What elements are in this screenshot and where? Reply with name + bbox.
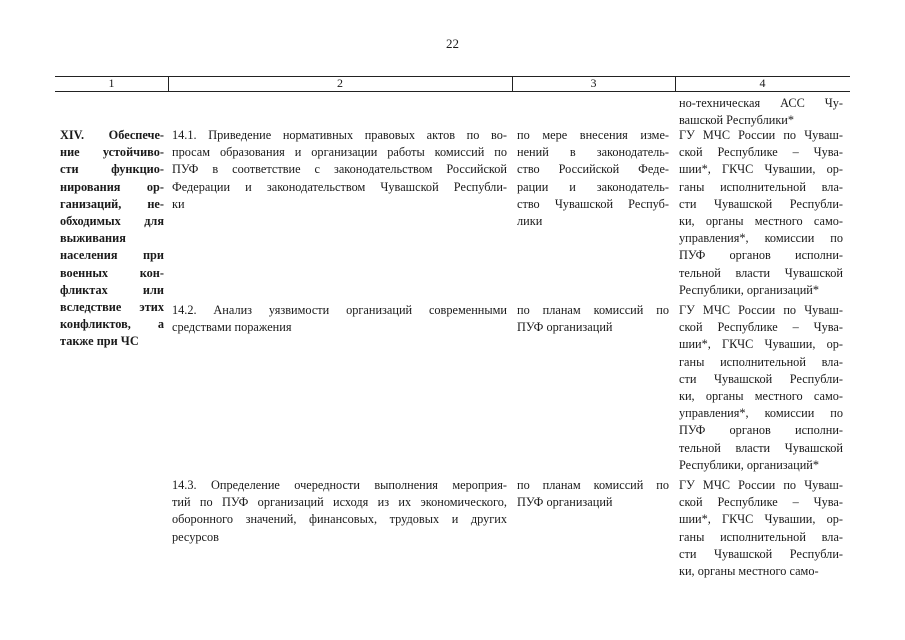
measure-cell-line: Федерации и законодательством Чувашской Республи- [172,179,507,194]
deadline-cell [517,127,669,230]
executors-cell-line: тельной власти Чувашской [679,265,843,280]
measure-cell-line: просам образования и организации работы комиссий по [172,145,507,160]
deadline-cell-line: лики [517,214,543,229]
executors-cell-line: ганы исполнительной вла- [679,529,843,544]
section-title-cell-line: вследствие этих [60,300,164,315]
section-title-cell-line: сти функцио- [60,162,164,177]
deadline-cell-line: рации и законодатель- [517,179,669,194]
section-title-cell-line: фликтах или [60,282,164,297]
executors-cell-line: шии*, ГКЧС Чувашии, ор- [679,512,843,527]
measure-cell-line: 14.1. Приведение нормативных правовых актов по во- [172,128,507,142]
measure-cell [172,127,507,213]
column-header-4: 4 [759,76,766,90]
executors-cell-line: Республики, организаций* [679,282,820,297]
executors-cell-line: ПУФ органов исполни- [679,248,843,263]
deadline-cell-line: ПУФ организаций [517,495,613,510]
executors-cell-line: ганы исполнительной вла- [679,354,843,369]
measure-cell-line: тий по ПУФ организаций исходя из их экономического, [172,495,507,510]
measure-cell [172,477,507,546]
executors-cell-line: шии*, ГКЧС Чувашии, ор- [679,162,843,177]
column-header-2: 2 [337,76,343,90]
measure-cell-line: ки [172,196,185,211]
measure-cell-line: оборонного значений, финансовых, трудовых и других [172,512,507,527]
executors-cell-line: ГУ МЧС России по Чуваш- [679,478,843,492]
continued-executors-cell [679,95,843,129]
measure-cell-line: средствами поражения [172,320,292,335]
deadline-cell-line: нений в законодатель- [517,145,669,160]
section-title-cell-line: конфликтов, а [60,317,164,332]
executors-cell-line: ской Республике – Чува- [679,320,843,335]
table-header-border [55,91,850,92]
executors-cell-line: Республики, организаций* [679,457,820,472]
executors-cell [679,302,843,474]
continued-executors-cell-line: но-техническая АСС Чу- [679,96,843,110]
measure-cell-line: 14.3. Определение очередности выполнения мероприя- [172,478,507,492]
measure-cell-line: ресурсов [172,529,219,544]
deadline-cell-line: ство Российской Феде- [517,162,669,177]
section-title-cell-line: населения при [60,248,164,263]
column-header-3: 3 [590,76,597,90]
section-title-cell [60,127,164,351]
measure-cell-line: ПУФ в соответствие с законодательством Российской [172,162,507,177]
page-number: 22 [446,36,459,51]
section-title-cell-line: ние устойчиво- [60,145,164,160]
executors-cell [679,127,843,299]
section-title-cell-line: выживания [60,231,126,246]
deadline-cell-line: ство Чувашской Респуб- [517,196,669,211]
continued-executors-cell-line: вашской Республики* [679,113,795,128]
deadline-cell-line: по планам комиссий по [517,303,669,317]
executors-cell-line: шии*, ГКЧС Чувашии, ор- [679,337,843,352]
measure-cell-line: 14.2. Анализ уязвимости организаций современными [172,303,507,317]
executors-cell-line: управления*, комиссии по [679,231,843,246]
deadline-cell-line: по мере внесения изме- [517,128,669,142]
section-title-cell-line: ганизаций, не- [60,196,164,211]
section-title-cell-line: XIV. Обеспече- [60,128,164,142]
executors-cell-line: ской Республике – Чува- [679,145,843,160]
section-title-cell-line: нирования ор- [60,179,164,194]
section-title-cell-line: военных кон- [60,265,164,280]
executors-cell-line: ГУ МЧС России по Чуваш- [679,128,843,142]
deadline-cell [517,477,669,511]
column-header-1: 1 [108,76,115,90]
executors-cell-line: сти Чувашской Республи- [679,371,843,386]
executors-cell [679,477,843,580]
executors-cell-line: ки, органы местного само- [679,214,843,229]
executors-cell-line: сти Чувашской Республи- [679,546,843,561]
deadline-cell-line: по планам комиссий по [517,478,669,492]
executors-cell-line: ганы исполнительной вла- [679,179,843,194]
section-title-cell-line: обходимых для [60,214,164,229]
executors-cell-line: ПУФ органов исполни- [679,423,843,438]
executors-cell-line: ской Республике – Чува- [679,495,843,510]
measure-cell [172,302,507,336]
deadline-cell-line: ПУФ организаций [517,320,613,335]
deadline-cell [517,302,669,336]
executors-cell-line: ки, органы местного само- [679,564,819,579]
executors-cell-line: ки, органы местного само- [679,389,843,404]
executors-cell-line: ГУ МЧС России по Чуваш- [679,303,843,317]
executors-cell-line: сти Чувашской Республи- [679,196,843,211]
executors-cell-line: управления*, комиссии по [679,406,843,421]
section-title-cell-line: также при ЧС [60,334,139,349]
executors-cell-line: тельной власти Чувашской [679,440,843,455]
